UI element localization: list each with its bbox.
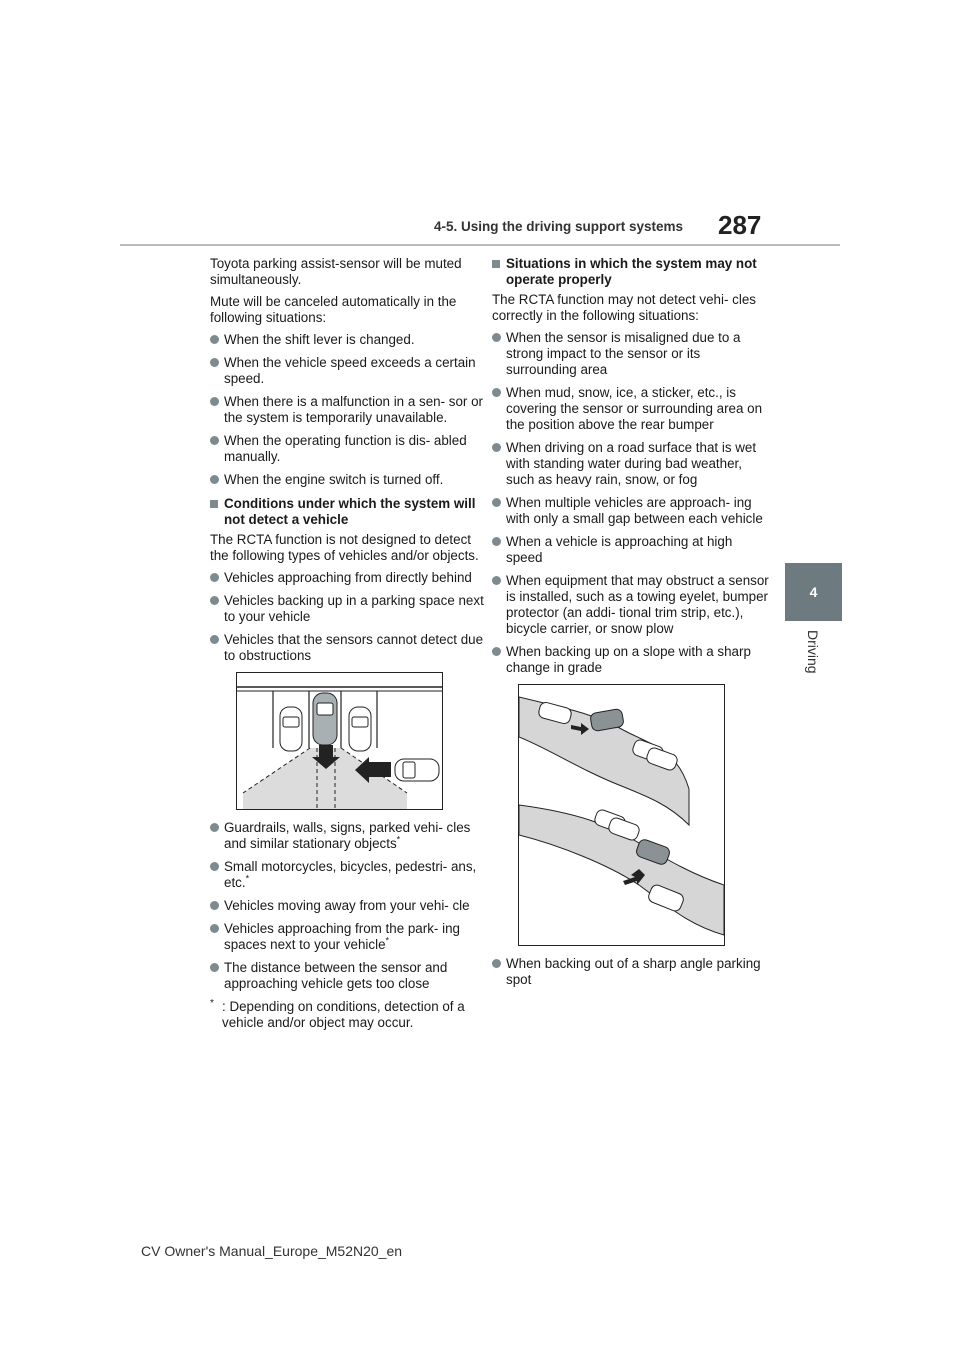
chapter-label: Driving: [805, 630, 821, 674]
bullet-guardrails: Guardrails, walls, signs, parked vehi- cles and similar stationary objects*: [210, 820, 490, 852]
footnote: * : Depending on conditions, detection of a vehicle and/or object may occur.: [210, 998, 465, 1030]
intro-cancel: Mute will be canceled automatically in the following situations:: [210, 294, 457, 325]
bullet-approaching-park: Vehicles approaching from the park- ing spaces next to your vehicle*: [210, 921, 490, 953]
situations-intro: The RCTA function may not detect vehi- cles correctly in the following situations:: [492, 292, 756, 323]
bullet-engine-off: When the engine switch is turned off.: [210, 472, 490, 488]
bullet-mud-snow: When mud, snow, ice, a sticker, etc., is covering the sensor or surrounding area on the position above the rear bumper: [492, 385, 772, 433]
bullet-high-speed: When a vehicle is approaching at high speed: [492, 534, 772, 566]
bullet-speed: When the vehicle speed exceeds a certain speed.: [210, 355, 490, 387]
heading-not-detect: Conditions under which the system will not detect a vehicle: [210, 496, 490, 528]
bullet-slope: When backing up on a slope with a sharp change in grade: [492, 644, 772, 676]
right-column: [492, 256, 772, 995]
bullet-distance-close: The distance between the sensor and approaching vehicle gets too close: [210, 960, 490, 992]
bullet-moving-away: Vehicles moving away from your vehi- cle: [210, 898, 490, 914]
intro-muted: Toyota parking assist-sensor will be muted simultaneously.: [210, 256, 462, 287]
heading-situations: Situations in which the system may not operate properly: [492, 256, 772, 288]
bullet-directly-behind: Vehicles approaching from directly behind: [210, 570, 490, 586]
bullet-wet-road: When driving on a road surface that is wet with standing water during bad weather, such as heavy rain, snow, or fog: [492, 440, 772, 488]
bullet-sharp-angle: When backing out of a sharp angle parking spot: [492, 956, 772, 988]
bullet-malfunction: When there is a malfunction in a sen- sor or the system is temporarily unavailable.: [210, 394, 490, 426]
bullet-backing-up: Vehicles backing up in a parking space next to your vehicle: [210, 593, 490, 625]
left-column: [210, 256, 490, 1037]
header-divider: [120, 244, 840, 246]
not-detect-intro: The RCTA function is not designed to detect the following types of vehicles and/or objects.: [210, 532, 479, 563]
bullet-obstructions: Vehicles that the sensors cannot detect due to obstructions: [210, 632, 490, 664]
footer-manual-id: CV Owner's Manual_Europe_M52N20_en: [141, 1243, 403, 1259]
slope-illustration: [518, 684, 725, 946]
parking-lot-illustration: [236, 672, 443, 810]
bullet-misaligned: When the sensor is misaligned due to a strong impact to the sensor or its surrounding area: [492, 330, 772, 378]
bullet-disabled: When the operating function is dis- abled manually.: [210, 433, 490, 465]
bullet-equipment: When equipment that may obstruct a sensor is installed, such as a towing eyelet, bumper protector (an addi- tional trim strip, etc.), bicycle carrier, or snow plow: [492, 573, 772, 637]
section-title: 4-5. Using the driving support systems: [434, 219, 684, 234]
bullet-small-motorcycles: Small motorcycles, bicycles, pedestri- ans, etc.*: [210, 859, 490, 891]
bullet-shift-lever: When the shift lever is changed.: [210, 332, 490, 348]
chapter-tab: 4: [785, 563, 842, 621]
bullet-multiple-vehicles: When multiple vehicles are approach- ing with only a small gap between each vehicle: [492, 495, 772, 527]
page-number: 287: [718, 210, 762, 240]
footnote-mark: *: [210, 998, 214, 1009]
